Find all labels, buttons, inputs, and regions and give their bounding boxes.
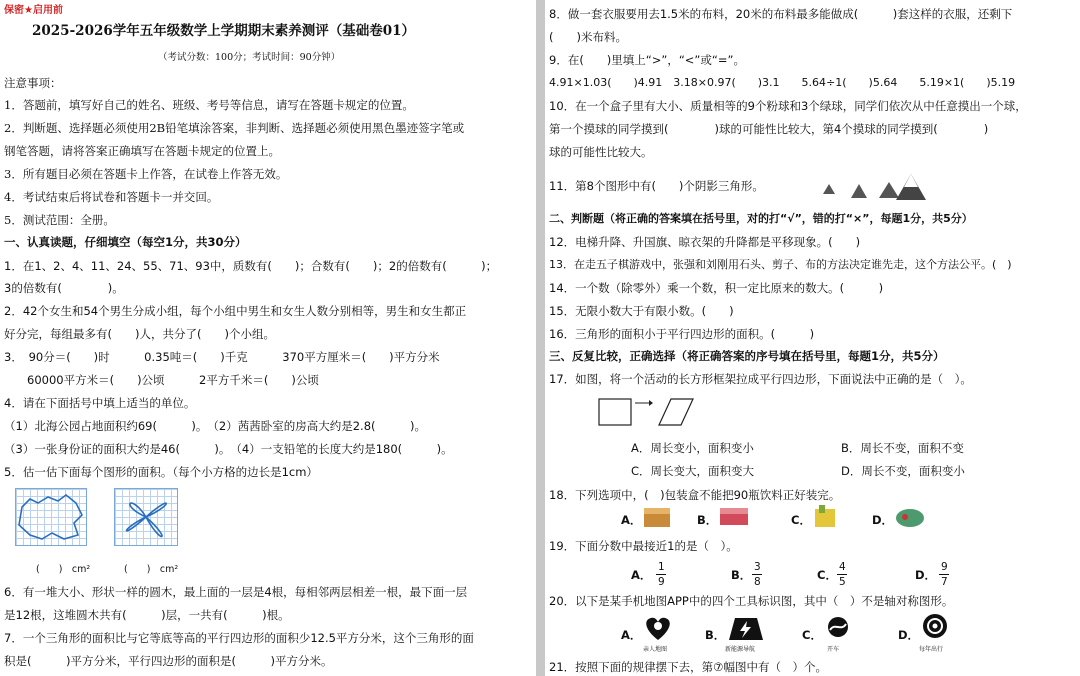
q17-option-a: A．周长变小，面积变小 <box>631 441 754 455</box>
question-20: 20．以下是某手机地图APP中的四个工具标识图，其中（ ）不是轴对称图形。 <box>549 594 954 608</box>
q20-a-caption: 亲人地图 <box>643 646 668 653</box>
q18-option-b: B． <box>697 513 718 527</box>
question-4b: （3）一张身份证的面积大约是46( )。 （4）一支铅笔的长度大约是180( )。 <box>4 442 453 456</box>
section-3-heading: 三、反复比较，正确选择（将正确答案的序号填在括号里，每题1分，共5分） <box>549 349 945 363</box>
q19-c-numerator: 4 <box>839 561 846 573</box>
page-title: 2025-2026学年五年级数学上学期期末素养测评（基础卷01） <box>32 23 416 39</box>
q20-option-d: D． <box>898 628 920 642</box>
right-page <box>545 0 1080 676</box>
confidential-mark: 保密★启用前 <box>4 5 63 16</box>
question-10b: 第一个摸球的同学摸到( )球的可能性比较大，第4个摸球的同学摸到( ) <box>549 122 989 136</box>
q19-b-denominator: 8 <box>754 576 761 588</box>
q19-d-numerator: 9 <box>941 561 948 573</box>
q20-c-caption: 开车 <box>827 646 840 653</box>
note-1: 1．答题前，填写好自己的姓名、班级、考号等信息，请写在答题卡规定的位置。 <box>4 98 414 112</box>
question-6b: 是12根，这堆圆木共有( )层，一共有( )根。 <box>4 608 290 622</box>
q20-option-c: C． <box>802 628 822 642</box>
question-1a: 1．在1、2、4、11、24、55、71、93中，质数有( )；合数有( )；2的倍数有( )； <box>4 259 498 273</box>
question-18: 18．下列选项中，( )包装盒不能把90瓶饮料正好装完。 <box>549 488 841 502</box>
question-16: 16．三角形的面积小于平行四边形的面积。( ) <box>549 327 815 341</box>
irregular-shape-icon <box>16 489 86 545</box>
question-10c: 球的可能性比较大。 <box>549 145 653 159</box>
grid-figure-2 <box>114 488 178 546</box>
page-gutter <box>536 0 545 676</box>
question-5: 5．估一估下面每个图形的面积。（每个小方格的边长是1cm） <box>4 465 318 479</box>
q17-option-b: B．周长不变，面积不变 <box>841 441 964 455</box>
question-6a: 6．有一堆大小、形状一样的圆木，最上面的一层是4根，每相邻两层相差一根，最下面一层 <box>4 585 468 599</box>
location-signal-icon <box>919 612 951 642</box>
question-2a: 2．42个女生和54个男生分成小组，每个小组中男生和女生人数分别相等，男生和女生都正 <box>4 304 467 318</box>
q5-answer-2: ( ) cm² <box>124 564 179 575</box>
question-15: 15．无限小数大于有限小数。( ) <box>549 304 734 318</box>
q20-option-b: B． <box>705 628 726 642</box>
question-10a: 10．在一个盒子里有大小、质量相等的9个粉球和3个绿球，同学们依次从中任意摸出一个球， <box>549 99 1027 113</box>
question-11: 11．第8个图形中有( )个阴影三角形。 <box>549 179 764 193</box>
q18-option-c: C． <box>791 513 811 527</box>
question-1b: 3的倍数有( )。 <box>4 281 124 295</box>
question-9: 9．在( )里填上“>”，“<”或“=”。 <box>549 53 745 67</box>
q20-d-caption: 每年出行 <box>919 646 944 653</box>
q19-a-numerator: 1 <box>658 561 665 573</box>
q19-option-b: B． <box>731 568 752 582</box>
note-5: 5．测试范围：全册。 <box>4 213 115 227</box>
question-4: 4．请在下面括号中填上适当的单位。 <box>4 396 196 410</box>
drink-box-d-icon <box>893 505 927 529</box>
q19-a-denominator: 9 <box>658 576 665 588</box>
section-1-heading: 一、认真读题，仔细填空（每空1分，共30分） <box>4 235 247 249</box>
grid-figure-1 <box>15 488 87 546</box>
exam-info: （考试分数：100分；考试时间：90分钟） <box>158 52 341 63</box>
note-2b: 钢笔答题，请将答案正确填写在答题卡规定的位置上。 <box>4 144 280 158</box>
q18-option-d: D． <box>872 513 894 527</box>
question-7b: 积是( )平方分米，平行四边形的面积是( )平方分米。 <box>4 654 333 668</box>
note-2a: 2．判断题、选择题必须使用2B铅笔填涂答案，非判断、选择题必须使用黑色墨迹签字笔或 <box>4 121 465 135</box>
car-swirl-icon <box>823 614 853 642</box>
ev-charging-icon <box>725 612 767 642</box>
left-page <box>0 0 536 676</box>
q17-option-d: D．周长不变，面积变小 <box>841 464 965 478</box>
q17-option-c: C．周长变大，面积变大 <box>631 464 755 478</box>
drink-box-c-icon <box>811 503 841 529</box>
q19-option-d: D． <box>915 568 937 582</box>
q19-b-numerator: 3 <box>754 561 761 573</box>
question-2b: 好分完，每组最多有( )人，共分了( )个小组。 <box>4 327 275 341</box>
triangle-pattern-icon <box>821 172 941 204</box>
section-2-heading: 二、判断题（将正确的答案填在括号里，对的打“√”，错的打“×”，每题1分，共5分） <box>549 212 973 225</box>
drink-box-a-icon <box>641 505 675 529</box>
question-13: 13．在走五子棋游戏中，张强和刘刚用石头、剪子、布的方法决定谁先走，这个方法公平。( ) <box>549 258 1012 271</box>
question-7a: 7．一个三角形的面积比与它等底等高的平行四边形的面积少12.5平方分米，这个三角形的面 <box>4 631 474 645</box>
q20-option-a: A． <box>621 628 642 642</box>
notes-heading: 注意事项： <box>4 76 62 90</box>
rectangle-to-parallelogram-icon <box>597 397 697 429</box>
q19-option-a: A． <box>631 568 652 582</box>
q18-option-a: A． <box>621 513 642 527</box>
question-8b: ( )米布料。 <box>549 30 627 44</box>
heart-location-icon <box>641 614 675 642</box>
note-3: 3．所有题目必须在答题卡上作答，在试卷上作答无效。 <box>4 167 288 181</box>
question-21: 21．按照下面的规律摆下去，第⑦幅图中有（ ）个。 <box>549 660 827 674</box>
q20-b-caption: 新能源导航 <box>725 646 756 653</box>
question-8a: 8．做一套衣服要用去1.5米的布料，20米的布料最多能做成( )套这样的衣服，还剩下 <box>549 7 1013 21</box>
question-14: 14．一个数（除零外）乘一个数，积一定比原来的数大。( ) <box>549 281 884 295</box>
question-17: 17．如图，将一个活动的长方形框架拉成平行四边形，下面说法中正确的是（ ）。 <box>549 372 972 386</box>
question-19: 19．下面分数中最接近1的是（ ）。 <box>549 539 738 553</box>
question-4a: （1）北海公园占地面积约69( )。 （2）茜茜卧室的房高大约是2.8( )。 <box>4 419 426 433</box>
note-4: 4．考试结束后将试卷和答题卡一并交回。 <box>4 190 219 204</box>
question-9a: 4.91×1.03( )4.91 3.18×0.97( )3.1 5.64÷1( )5.64 5.19×1( )5.19 <box>549 76 1016 89</box>
q19-c-denominator: 5 <box>839 576 846 588</box>
question-12: 12．电梯升降、升国旗、晾衣架的升降都是平移现象。( ) <box>549 235 861 249</box>
drink-box-b-icon <box>717 505 751 529</box>
q19-option-c: C． <box>817 568 837 582</box>
q5-answer-1: ( ) cm² <box>36 564 91 575</box>
flower-shape-icon <box>115 489 177 545</box>
question-3b: 60000平方米＝( )公顷 2平方千米＝( )公顷 <box>4 373 319 387</box>
q19-d-denominator: 7 <box>941 576 948 588</box>
question-3a: 3． 90分＝( )时 0.35吨＝( )千克 370平方厘米＝( )平方分米 <box>4 350 440 364</box>
